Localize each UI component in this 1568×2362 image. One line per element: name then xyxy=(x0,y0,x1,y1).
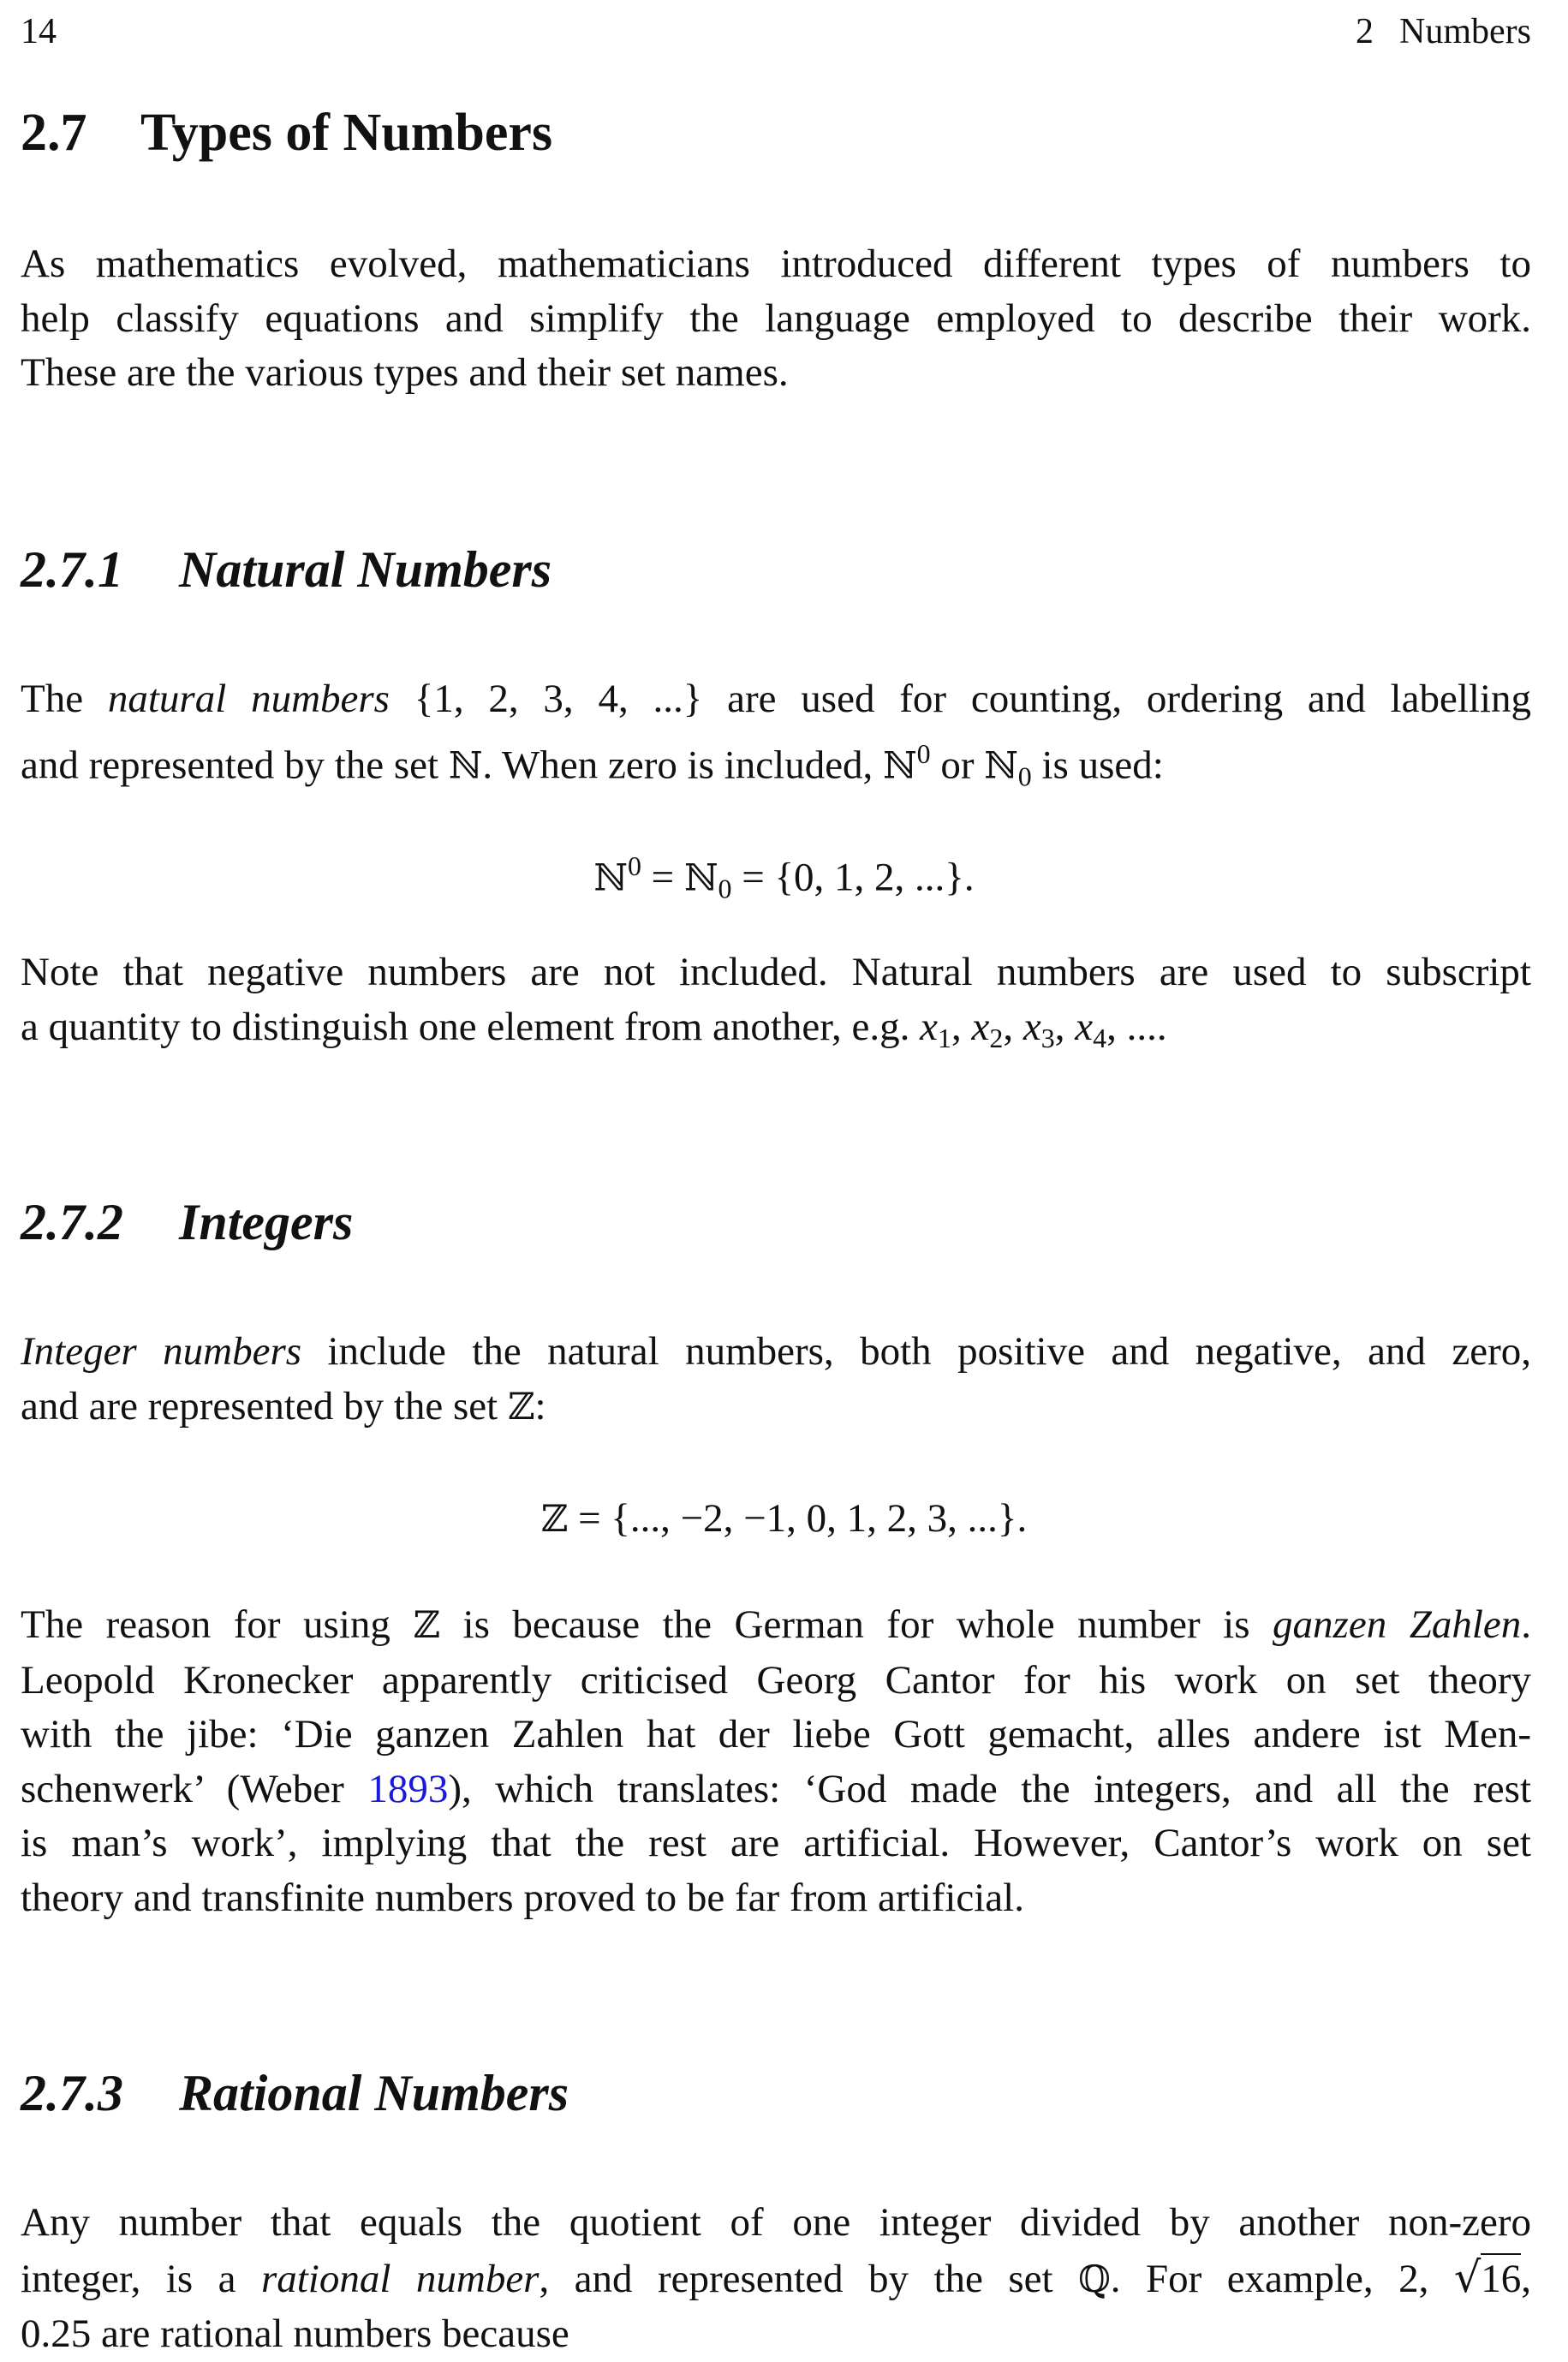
integers-paragraph-2 xyxy=(21,1598,1531,1925)
equals-sign: = xyxy=(641,855,684,900)
text-run: include the natural numbers, both positive and negative, and zero, xyxy=(327,1329,1531,1374)
text-run: and are represented by the set xyxy=(21,1383,498,1429)
text-run: is because the German for whole number is xyxy=(462,1602,1250,1647)
text-run: : xyxy=(534,1383,546,1429)
text-run: . xyxy=(1521,1602,1532,1647)
term-rational-number: rational number xyxy=(260,2256,540,2301)
chapter-title: Numbers xyxy=(1399,12,1531,51)
equation-rhs: = {..., −2, −1, 0, 1, 2, 3, ...}. xyxy=(568,1496,1028,1541)
set-symbol-N: ℕ xyxy=(683,856,718,900)
text-run: and represented by the set xyxy=(21,743,439,788)
rational-paragraph-1 xyxy=(21,2196,1531,2362)
citation-link[interactable]: 1893 xyxy=(367,1766,449,1811)
text-run: is used: xyxy=(1041,743,1164,788)
intro-line: These are the various types and their set names. xyxy=(21,350,789,395)
math-variable: x xyxy=(1022,1004,1041,1049)
text-run: The xyxy=(21,677,84,721)
subsection-number: 2.7.1 xyxy=(21,541,123,598)
square-root xyxy=(1453,2252,1522,2302)
subsection-heading-natural xyxy=(21,540,1531,599)
page-number: 14 xyxy=(21,12,57,51)
text-run: or xyxy=(940,743,975,788)
natural-paragraph-2: Note that negative numbers are not included. Natural numbers are used to subscript a quantity to distinguish one element from another, e.g. $x_1$, $x_2$, $x_3$, $x_4$, .... xyxy=(21,945,1531,1065)
section-number: 2.7 xyxy=(21,104,87,162)
text-run: . When zero is included, xyxy=(482,743,873,788)
set-symbol-Z: ℤ xyxy=(540,1498,569,1541)
set-symbol-N: ℕ xyxy=(448,744,483,788)
set-notation: {1, 2, 3, 4, ...} xyxy=(414,677,703,721)
superscript: 0 xyxy=(916,738,931,769)
section-title: Types of Numbers xyxy=(140,104,553,162)
subscript: 0 xyxy=(1017,761,1032,791)
subsection-heading-integers xyxy=(21,1192,1531,1252)
subsection-number: 2.7.2 xyxy=(21,1194,123,1250)
term-integer-numbers: Integer numbers xyxy=(21,1329,302,1374)
text-line: Any number that equals the quotient of one integer divided by another non-zero xyxy=(21,2200,1531,2245)
subsection-title: Rational Numbers xyxy=(179,2065,569,2121)
set-symbol-Z: ℤ xyxy=(507,1385,535,1429)
text-run: are used for counting, ordering and labelling xyxy=(727,677,1531,721)
text-run: a quantity to distinguish one element from another, e.g. xyxy=(21,1004,910,1049)
section-heading xyxy=(21,103,1531,163)
term-natural-numbers: natural numbers xyxy=(107,677,390,721)
math-variable: x xyxy=(1075,1004,1094,1049)
text-line: Note that negative numbers are not included. Natural numbers are used to subscript xyxy=(21,950,1531,994)
natural-paragraph-1 xyxy=(21,672,1531,804)
intro-line: help classify equations and simplify the language employed to describe their work. xyxy=(21,295,1531,341)
set-symbol-N: ℕ xyxy=(984,744,1018,788)
radical-sign: √ xyxy=(1453,2252,1482,2302)
running-head xyxy=(21,10,1531,53)
set-symbol-Q: ℚ xyxy=(1078,2258,1111,2301)
text-line: is man’s work’, implying that the rest are artificial. However, Cantor’s work on set xyxy=(21,1821,1531,1865)
text-run: , xyxy=(1521,2256,1532,2301)
set-symbol-Z: ℤ xyxy=(413,1604,440,1647)
intro-line: As mathematics evolved, mathematicians introduced different types of numbers to xyxy=(21,242,1531,286)
radicand: 16 xyxy=(1481,2253,1521,2301)
equation-integers xyxy=(0,1492,1568,1547)
text-run: , .... xyxy=(1106,1004,1167,1049)
subscript: 4 xyxy=(1093,1023,1107,1053)
set-symbol-N: ℕ xyxy=(883,744,917,788)
text-run: , and represented by the set xyxy=(539,2256,1053,2301)
subscript: 0 xyxy=(718,874,732,904)
chapter-number: 2 xyxy=(1356,12,1374,51)
set-symbol-N: ℕ xyxy=(593,856,628,900)
subscript: 2 xyxy=(989,1023,1004,1053)
equation-rhs: = {0, 1, 2, ...}. xyxy=(731,855,975,900)
text-line: theory and transfinite numbers proved to be far from artificial. xyxy=(21,1875,1024,1920)
text-run: . For example, 2, xyxy=(1110,2256,1429,2301)
math-variable: x xyxy=(971,1004,990,1049)
integers-paragraph-1 xyxy=(21,1325,1531,1434)
subsection-number: 2.7.3 xyxy=(21,2065,123,2121)
chapter-header xyxy=(1356,10,1531,53)
text-line: Leopold Kronecker apparently criticised Georg Cantor for his work on set theory xyxy=(21,1657,1531,1703)
subscript: 1 xyxy=(938,1023,952,1053)
text-run: integer, is a xyxy=(21,2256,236,2301)
subscript: 3 xyxy=(1040,1023,1055,1053)
text-run: schenwerk’ (Weber xyxy=(21,1766,344,1811)
text-line: 0.25 are rational numbers because xyxy=(21,2311,569,2356)
math-variable: x xyxy=(920,1004,939,1049)
text-line: with the jibe: ‘Die ganzen Zahlen hat der liebe Gott gemacht, alles andere ist Men- xyxy=(21,1712,1531,1757)
equation-natural-zero xyxy=(0,839,1568,916)
term-ganzen-zahlen: ganzen Zahlen xyxy=(1273,1602,1522,1647)
text-run: ), which translates: ‘God made the integers, and all the rest xyxy=(448,1766,1531,1811)
subsection-title: Natural Numbers xyxy=(179,541,552,598)
subsection-title: Integers xyxy=(179,1194,354,1250)
superscript: 0 xyxy=(627,851,641,881)
text-run: The reason for using xyxy=(21,1602,391,1647)
section-intro xyxy=(21,237,1531,401)
subsection-heading-rational xyxy=(21,2063,1531,2123)
